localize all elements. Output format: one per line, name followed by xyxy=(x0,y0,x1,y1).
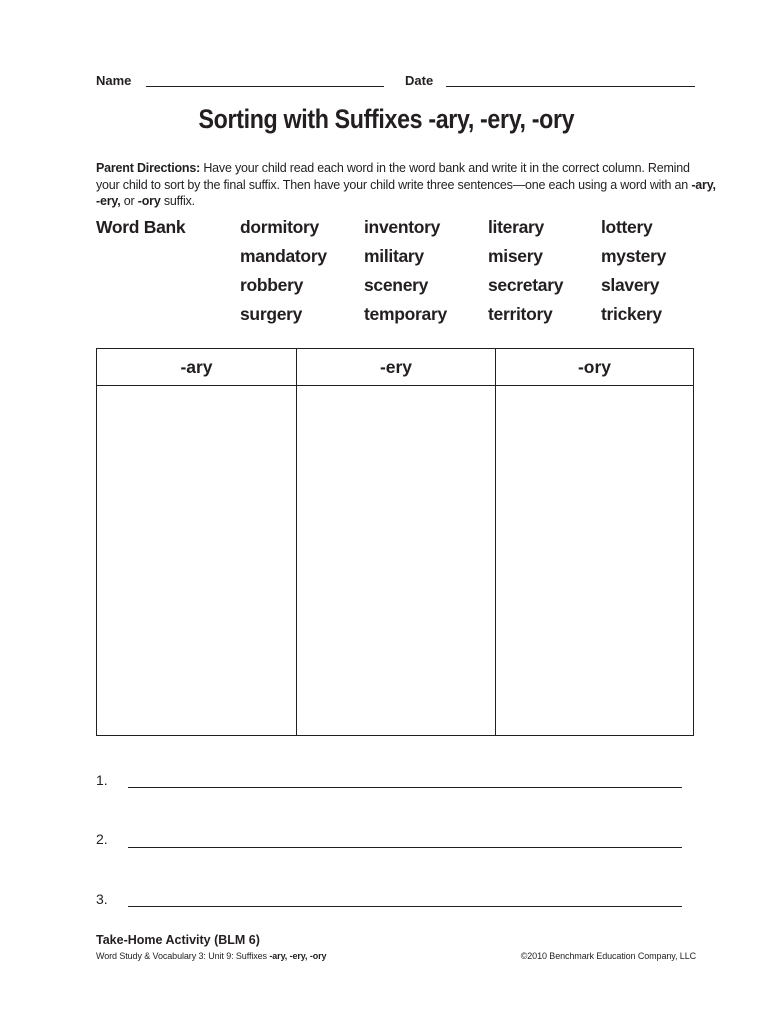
directions-text-1: Have your child read each word in the word bank and write it in the correct column. Remind your child to sort by the final suffix. Then have your child write three sentences—one each using a word with an xyxy=(96,161,692,192)
name-field[interactable] xyxy=(146,86,384,87)
column-header-ory: -ory xyxy=(495,349,693,386)
sentence-number: 1. xyxy=(96,772,108,788)
word-bank-word: literary xyxy=(488,217,544,237)
sentence-line-3[interactable] xyxy=(128,906,682,907)
directions-suffix-last: -ory xyxy=(137,194,161,208)
word-bank-word: mystery xyxy=(601,246,667,266)
directions-text-2: or xyxy=(120,194,138,208)
directions-label: Parent Directions: xyxy=(96,161,201,175)
word-bank-word: misery xyxy=(488,246,543,266)
word-bank-word: temporary xyxy=(364,304,447,324)
word-bank-word: lottery xyxy=(601,217,653,237)
sentence-number: 3. xyxy=(96,891,108,907)
directions-text-3: suffix. xyxy=(160,194,195,208)
footer-subtitle-suffixes: -ary, -ery, -ory xyxy=(269,951,327,961)
column-header-ery: -ery xyxy=(296,349,495,386)
word-bank-word: secretary xyxy=(488,275,564,295)
word-bank-word: trickery xyxy=(601,304,662,324)
column-area-ory[interactable] xyxy=(495,386,693,735)
word-bank-label: Word Bank xyxy=(96,217,186,237)
column-area-ery[interactable] xyxy=(296,386,495,735)
word-bank-word: robbery xyxy=(240,275,304,295)
column-area-ary[interactable] xyxy=(97,386,296,735)
date-field[interactable] xyxy=(446,86,695,87)
word-bank-grid xyxy=(240,217,701,333)
word-bank-word: dormitory xyxy=(240,217,319,237)
word-bank-word: scenery xyxy=(364,275,429,295)
word-bank-word: slavery xyxy=(601,275,660,295)
name-label: Name xyxy=(96,73,132,88)
footer-subtitle-prefix: Word Study & Vocabulary 3: Unit 9: Suffixes xyxy=(96,951,270,961)
footer-copyright: ©2010 Benchmark Education Company, LLC xyxy=(520,951,696,961)
column-header-ary: -ary xyxy=(97,349,296,386)
parent-directions xyxy=(96,160,716,210)
page-title: Sorting with Suffixes -ary, -ery, -ory xyxy=(198,104,575,134)
date-label: Date xyxy=(405,73,434,88)
sentence-number: 2. xyxy=(96,831,108,847)
footer-subtitle xyxy=(96,951,326,961)
directions-suffix-list: -ary, -ery, xyxy=(96,177,716,208)
sentence-line-1[interactable] xyxy=(128,787,682,788)
sentence-line-2[interactable] xyxy=(128,847,682,848)
word-bank-word: territory xyxy=(488,304,553,324)
footer-title: Take-Home Activity (BLM 6) xyxy=(96,933,260,947)
sort-table xyxy=(96,348,694,736)
word-bank-word: inventory xyxy=(364,217,441,237)
word-bank-word: mandatory xyxy=(240,246,327,266)
word-bank-word: surgery xyxy=(240,304,303,324)
word-bank-word: military xyxy=(364,246,424,266)
